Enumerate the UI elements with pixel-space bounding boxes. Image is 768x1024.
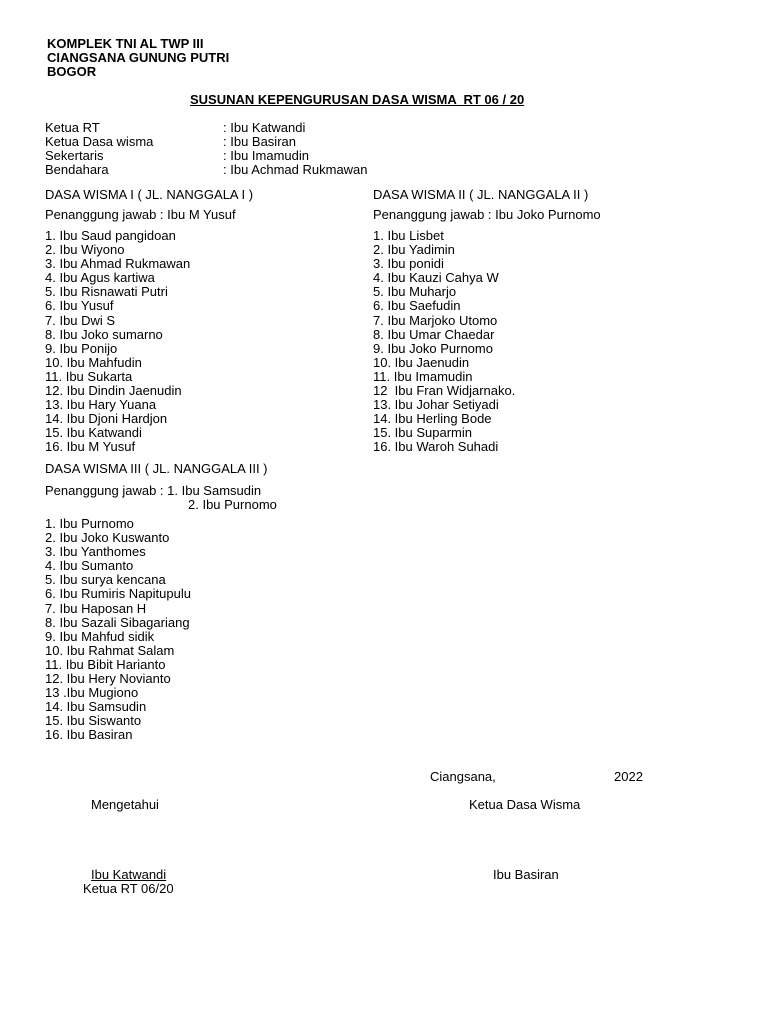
officer-row (45, 163, 445, 177)
list-item: 14. Ibu Samsudin (45, 699, 147, 715)
list-item: 5. Ibu surya kencana (45, 572, 166, 588)
officer-row (45, 121, 445, 135)
group-3-responsible-2: 2. Ibu Purnomo (188, 497, 277, 512)
list-item: 7. Ibu Dwi S (45, 312, 116, 328)
list-item: 13 .Ibu Mugiono (45, 685, 139, 701)
list-item: 2. Ibu Wiyono (45, 242, 125, 258)
list-item: 5. Ibu Muharjo (373, 284, 457, 300)
officer-name: : Ibu Imamudin (223, 148, 309, 163)
list-item: 10. Ibu Jaenudin (373, 354, 470, 370)
list-item: 6. Ibu Saefudin (373, 298, 461, 314)
list-item: 9. Ibu Mahfud sidik (45, 628, 155, 644)
list-item: 13. Ibu Hary Yuana (45, 397, 157, 413)
list-item: 9. Ibu Joko Purnomo (373, 340, 493, 356)
list-item: 8. Ibu Sazali Sibagariang (45, 614, 190, 630)
list-item: 2. Ibu Yadimin (373, 242, 455, 258)
officer-role: Bendahara (45, 162, 109, 177)
document-title: SUSUNAN KEPENGURUSAN DASA WISMA RT 06 / 20 (190, 92, 525, 107)
list-item: 12. Ibu Dindin Jaenudin (45, 383, 182, 399)
list-item: 7. Ibu Marjoko Utomo (373, 312, 498, 328)
list-item: 1. Ibu Lisbet (373, 228, 444, 243)
group-2-responsible: Penanggung jawab : Ibu Joko Purnomo (373, 207, 601, 222)
year: 2022 (614, 769, 643, 784)
list-item: 10. Ibu Rahmat Salam (45, 642, 175, 658)
list-item: 16. Ibu M Yusuf (45, 439, 136, 455)
place: Ciangsana, (430, 769, 496, 784)
list-item: 1. Ibu Saud pangidoan (45, 228, 176, 243)
officer-name: : Ibu Katwandi (223, 120, 306, 135)
officer-name: : Ibu Achmad Rukmawan (223, 162, 368, 177)
group-3-heading: DASA WISMA III ( JL. NANGGALA III ) (45, 461, 268, 476)
list-item: 4. Ibu Kauzi Cahya W (373, 270, 499, 286)
right-signature-title: Ketua Dasa Wisma (469, 797, 581, 812)
list-item: 10. Ibu Mahfudin (45, 354, 142, 370)
officer-name: : Ibu Basiran (223, 134, 296, 149)
left-signature-role: Ketua RT 06/20 (83, 881, 174, 896)
group-1-heading: DASA WISMA I ( JL. NANGGALA I ) (45, 187, 254, 202)
list-item: 16. Ibu Basiran (45, 727, 133, 743)
left-signature-title: Mengetahui (91, 797, 159, 812)
list-item: 12 Ibu Fran Widjarnako. (373, 383, 516, 399)
list-item: 11. Ibu Sukarta (45, 368, 133, 384)
list-item: 3. Ibu Yanthomes (45, 544, 146, 560)
officer-role: Ketua Dasa wisma (45, 134, 154, 149)
officer-row (45, 135, 445, 149)
list-item: 14. Ibu Herling Bode (373, 411, 492, 427)
group-1-responsible: Penanggung jawab : Ibu M Yusuf (45, 207, 236, 222)
list-item: 11. Ibu Imamudin (373, 368, 473, 384)
group-3-responsible: Penanggung jawab : 1. Ibu Samsudin (45, 483, 262, 498)
group-3-members (45, 517, 191, 743)
officers-list (45, 121, 445, 177)
header-line-2: CIANGSANA GUNUNG PUTRI (47, 50, 230, 65)
list-item: 8. Ibu Joko sumarno (45, 326, 163, 342)
right-signature-name: Ibu Basiran (493, 867, 559, 882)
list-item: 16. Ibu Waroh Suhadi (373, 439, 499, 455)
list-item: 15. Ibu Suparmin (373, 425, 473, 441)
list-item: 3. Ibu Ahmad Rukmawan (45, 256, 191, 272)
group-2-members (373, 229, 515, 455)
list-item: 11. Ibu Bibit Harianto (45, 656, 166, 672)
left-signature-name: Ibu Katwandi (91, 867, 167, 882)
officer-role: Sekertaris (45, 148, 104, 163)
list-item: 8. Ibu Umar Chaedar (373, 326, 495, 342)
header-line-1: KOMPLEK TNI AL TWP III (47, 36, 204, 51)
list-item: 4. Ibu Sumanto (45, 558, 134, 574)
list-item: 6. Ibu Rumiris Napitupulu (45, 586, 191, 602)
list-item: 3. Ibu ponidi (373, 256, 444, 272)
group-2-heading: DASA WISMA II ( JL. NANGGALA II ) (373, 187, 589, 202)
list-item: 1. Ibu Purnomo (45, 516, 134, 531)
list-item: 9. Ibu Ponijo (45, 340, 118, 356)
header-line-3: BOGOR (47, 64, 97, 79)
list-item: 12. Ibu Hery Novianto (45, 671, 171, 687)
list-item: 6. Ibu Yusuf (45, 298, 114, 314)
list-item: 15. Ibu Siswanto (45, 713, 142, 729)
officer-row (45, 149, 445, 163)
list-item: 7. Ibu Haposan H (45, 600, 147, 616)
list-item: 13. Ibu Johar Setiyadi (373, 397, 499, 413)
list-item: 4. Ibu Agus kartiwa (45, 270, 155, 286)
list-item: 14. Ibu Djoni Hardjon (45, 411, 168, 427)
list-item: 5. Ibu Risnawati Putri (45, 284, 168, 300)
group-1-members (45, 229, 190, 455)
list-item: 2. Ibu Joko Kuswanto (45, 530, 170, 546)
officer-role: Ketua RT (45, 120, 100, 135)
list-item: 15. Ibu Katwandi (45, 425, 142, 441)
